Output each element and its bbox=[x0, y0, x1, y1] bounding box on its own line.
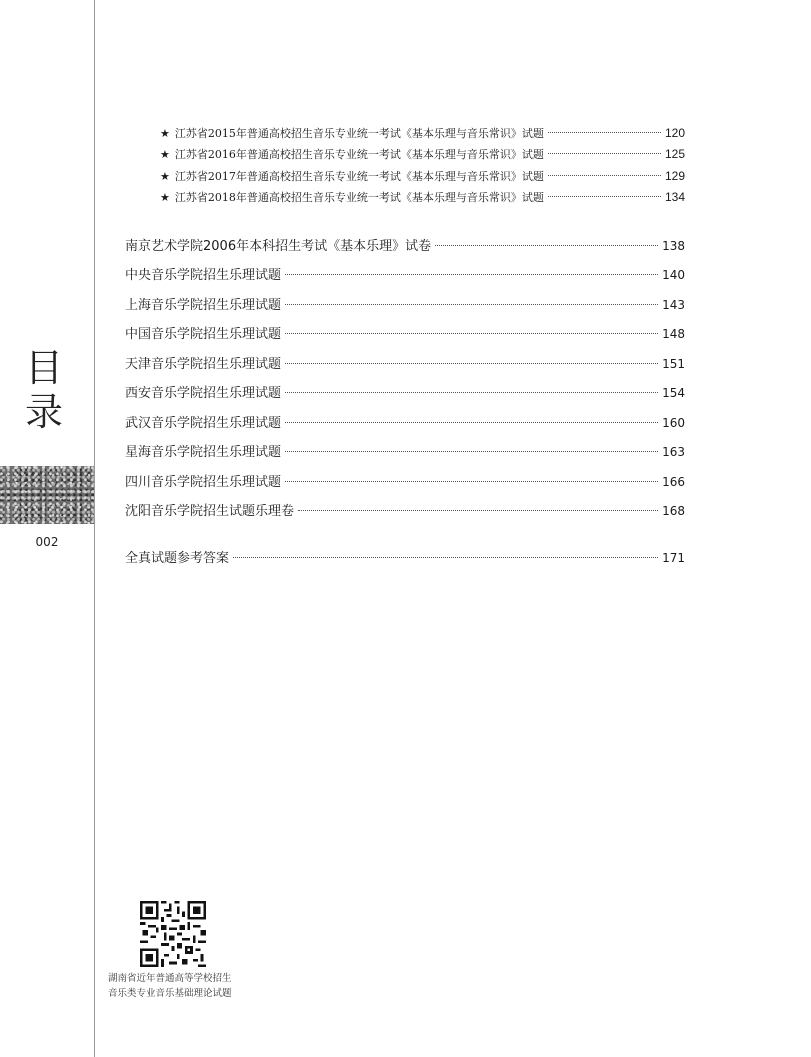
toc-entry-title: 星海音乐学院招生乐理试题 bbox=[125, 445, 282, 460]
toc-entry-page: 120 bbox=[664, 126, 685, 140]
dot-leader bbox=[548, 152, 661, 154]
toc-entry-page: 166 bbox=[662, 475, 685, 489]
toc-entry-title: 江苏省2015年普通高校招生音乐专业统一考试《基本乐理与音乐常识》试题 bbox=[174, 127, 544, 140]
dot-leader bbox=[285, 450, 658, 452]
toc-entry-title: 江苏省2016年普通高校招生音乐专业统一考试《基本乐理与音乐常识》试题 bbox=[174, 148, 544, 161]
book-title-line2: 音乐类专业音乐基础理论试题 bbox=[108, 988, 232, 999]
star-icon: ★ bbox=[160, 170, 170, 183]
margin-divider bbox=[94, 0, 95, 1057]
toc-entry-page: 168 bbox=[662, 504, 685, 518]
toc-entry-title: 沈阳音乐学院招生试题乐理卷 bbox=[125, 504, 295, 519]
qr-code-icon[interactable] bbox=[140, 901, 206, 967]
toc-entry[interactable] bbox=[125, 382, 685, 401]
toc-entry-title: 全真试题参考答案 bbox=[125, 551, 230, 566]
dot-leader bbox=[298, 509, 658, 511]
dot-leader bbox=[285, 391, 658, 393]
toc-entry-title: 中央音乐学院招生乐理试题 bbox=[125, 268, 282, 283]
toc-entry[interactable] bbox=[125, 471, 685, 490]
toc-entry-page: 151 bbox=[662, 357, 685, 371]
section-title-line1: 目 bbox=[24, 346, 63, 390]
toc-entry[interactable] bbox=[125, 412, 685, 431]
toc-entry-title: 四川音乐学院招生乐理试题 bbox=[125, 475, 282, 490]
dot-leader bbox=[548, 174, 661, 176]
dot-leader bbox=[285, 303, 658, 305]
page-number: 002 bbox=[35, 535, 59, 549]
toc-sub-entry[interactable] bbox=[125, 189, 685, 205]
toc-sub-entry[interactable] bbox=[125, 146, 685, 162]
toc-entry[interactable] bbox=[125, 500, 685, 519]
toc-entry-title: 上海音乐学院招生乐理试题 bbox=[125, 298, 282, 313]
toc-entry[interactable] bbox=[125, 323, 685, 342]
dot-leader bbox=[233, 556, 658, 558]
section-title-line2: 录 bbox=[24, 390, 63, 434]
toc-entry-title: 西安音乐学院招生乐理试题 bbox=[125, 386, 282, 401]
toc-entry[interactable] bbox=[125, 294, 685, 313]
toc-entry-page: 129 bbox=[664, 169, 685, 183]
toc-entry-title: 中国音乐学院招生乐理试题 bbox=[125, 327, 282, 342]
toc-entry-page: 143 bbox=[662, 298, 685, 312]
star-icon: ★ bbox=[160, 148, 170, 161]
dot-leader bbox=[285, 421, 658, 423]
decorative-texture-block bbox=[0, 466, 94, 524]
dot-leader bbox=[285, 332, 658, 334]
dot-leader bbox=[285, 480, 658, 482]
dot-leader bbox=[548, 131, 661, 133]
toc-entry-page: 148 bbox=[662, 327, 685, 341]
dot-leader bbox=[285, 273, 658, 275]
book-title-line1: 湖南省近年普通高等学校招生 bbox=[108, 973, 232, 984]
dot-leader bbox=[435, 244, 658, 246]
toc-entry-page: 140 bbox=[662, 268, 685, 282]
dot-leader bbox=[285, 362, 658, 364]
toc-entry-title: 南京艺术学院2006年本科招生考试《基本乐理》试卷 bbox=[125, 239, 432, 254]
section-title bbox=[10, 346, 78, 434]
toc-entry[interactable] bbox=[125, 353, 685, 372]
toc-entry[interactable] bbox=[125, 264, 685, 283]
star-icon: ★ bbox=[160, 191, 170, 204]
toc-entry-title: 江苏省2017年普通高校招生音乐专业统一考试《基本乐理与音乐常识》试题 bbox=[174, 170, 544, 183]
toc-entry-page: 138 bbox=[662, 239, 685, 253]
toc-entry-page: 171 bbox=[662, 551, 685, 565]
star-icon: ★ bbox=[160, 127, 170, 140]
toc-entry-answers[interactable] bbox=[125, 547, 685, 566]
toc-entry-page: 163 bbox=[662, 445, 685, 459]
toc-entry-title: 武汉音乐学院招生乐理试题 bbox=[125, 416, 282, 431]
toc-entry-page: 134 bbox=[664, 190, 685, 204]
toc-entry[interactable] bbox=[125, 235, 685, 254]
toc-entry-page: 154 bbox=[662, 386, 685, 400]
toc-entry-page: 160 bbox=[662, 416, 685, 430]
toc-entry-title: 天津音乐学院招生乐理试题 bbox=[125, 357, 282, 372]
toc-entry-page: 125 bbox=[664, 147, 685, 161]
toc-entry[interactable] bbox=[125, 441, 685, 460]
toc-sub-entry[interactable] bbox=[125, 168, 685, 184]
dot-leader bbox=[548, 195, 661, 197]
toc-sub-entry[interactable] bbox=[125, 125, 685, 141]
toc-entry-title: 江苏省2018年普通高校招生音乐专业统一考试《基本乐理与音乐常识》试题 bbox=[174, 191, 544, 204]
book-title bbox=[108, 971, 308, 1001]
